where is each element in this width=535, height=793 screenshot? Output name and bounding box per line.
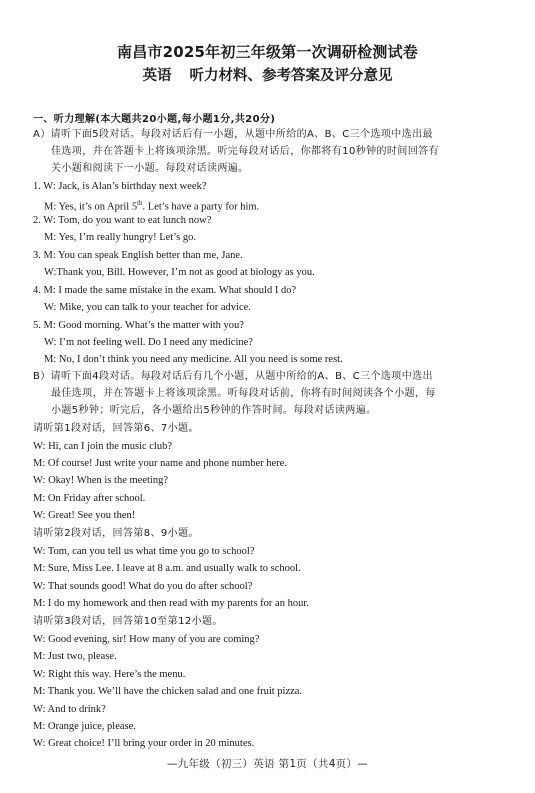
b2-intro: 请听第2段对话，回答第8、9小题。	[33, 528, 199, 539]
b2-line: W: That sounds good! What do you do after school?	[33, 581, 253, 592]
b3-line: M: Thank you. We’ll have the chicken salad and one fruit pizza.	[33, 686, 303, 697]
b3-line: W: And to drink?	[33, 704, 106, 715]
b2-line: M: I do my homework and then read with my parents for an hour.	[33, 598, 309, 609]
dialog-1-a: M: Yes, it’s on April 5th. Let’s have a party for him.	[44, 199, 260, 213]
dialog-5-q: 5. M: Good morning. What’s the matter with you?	[33, 320, 244, 331]
b1-intro: 请听第1段对话，回答第6、7小题。	[33, 423, 199, 434]
section-heading: 一、听力理解(本大题共20小题,每小题1分,共20分)	[33, 114, 276, 125]
b3-line: W: Great choice! I’ll bring your order in 20 minutes.	[33, 738, 255, 749]
b1-line: W: Great! See you then!	[33, 510, 136, 521]
dialog-5-a: W: I’m not feeling well. Do I need any medicine?	[44, 337, 253, 348]
dialog-5-a2: M: No, I don’t think you need any medicine. All you need is some rest.	[44, 354, 343, 365]
dialog-2-q: 2. W: Tom, do you want to eat lunch now?	[33, 215, 212, 226]
b3-line: M: Orange juice, please.	[33, 721, 136, 732]
page-title: 南昌市2025年初三年级第一次调研检测试卷	[117, 43, 418, 61]
partA-instructions-3: 关小题和阅读下一小题。每段对话读两遍。	[51, 163, 249, 174]
b2-line: W: Tom, can you tell us what time you go to school?	[33, 546, 255, 557]
subtitle-subject: 英语	[142, 68, 172, 84]
dialog-1-q: 1. W: Jack, is Alan’s birthday next week?	[33, 181, 207, 192]
partA-instructions-2: 佳选项，并在答题卡上将该项涂黑。听完每段对话后，你都将有10秒钟的时间回答有	[51, 146, 439, 157]
page-subtitle	[0, 64, 535, 85]
b1-line: W: Okay! When is the meeting?	[33, 475, 168, 486]
partB-instructions-2: 最佳选项，并在答题卡上将该项涂黑。听每段对话前，你将有时间阅读各个小题，每	[51, 388, 436, 399]
partB-instructions-1: B）请听下面4段对话。每段对话后有几个小题，从题中所给的A、B、C三个选项中选出	[33, 371, 433, 382]
dialog-2-a: M: Yes, I’m really hungry! Let’s go.	[44, 232, 196, 243]
dialog-4-a: W: Mike, you can talk to your teacher for advice.	[44, 302, 251, 313]
b1-line: M: Of course! Just write your name and phone number here.	[33, 458, 287, 469]
subtitle-desc: 听力材料、参考答案及评分意见	[189, 68, 393, 84]
b3-intro: 请听第3段对话，回答第10至第12小题。	[33, 616, 223, 627]
dialog-3-q: 3. M: You can speak English better than me, Jane.	[33, 250, 243, 261]
b2-line: M: Sure, Miss Lee. I leave at 8 a.m. and usually walk to school.	[33, 563, 301, 574]
b1-line: M: On Friday after school.	[33, 493, 146, 504]
b3-line: M: Just two, please.	[33, 651, 117, 662]
b3-line: W: Good evening, sir! How many of you are coming?	[33, 634, 260, 645]
dialog-3-a: W:Thank you, Bill. However, I’m not as good at biology as you.	[44, 267, 315, 278]
partB-instructions-3: 小题5秒钟；听完后，各小题给出5秒钟的作答时间。每段对话读两遍。	[51, 405, 377, 416]
partA-instructions-1: A）请听下面5段对话。每段对话后有一小题，从题中所给的A、B、C三个选项中选出最	[33, 129, 433, 140]
page-footer: —九年级（初三）英语 第1页（共4页）—	[166, 758, 369, 770]
b1-line: W: Hi, can I join the music club?	[33, 441, 172, 452]
b3-line: W: Right this way. Here’s the menu.	[33, 669, 186, 680]
dialog-4-q: 4. M: I made the same mistake in the exam. What should I do?	[33, 285, 297, 296]
